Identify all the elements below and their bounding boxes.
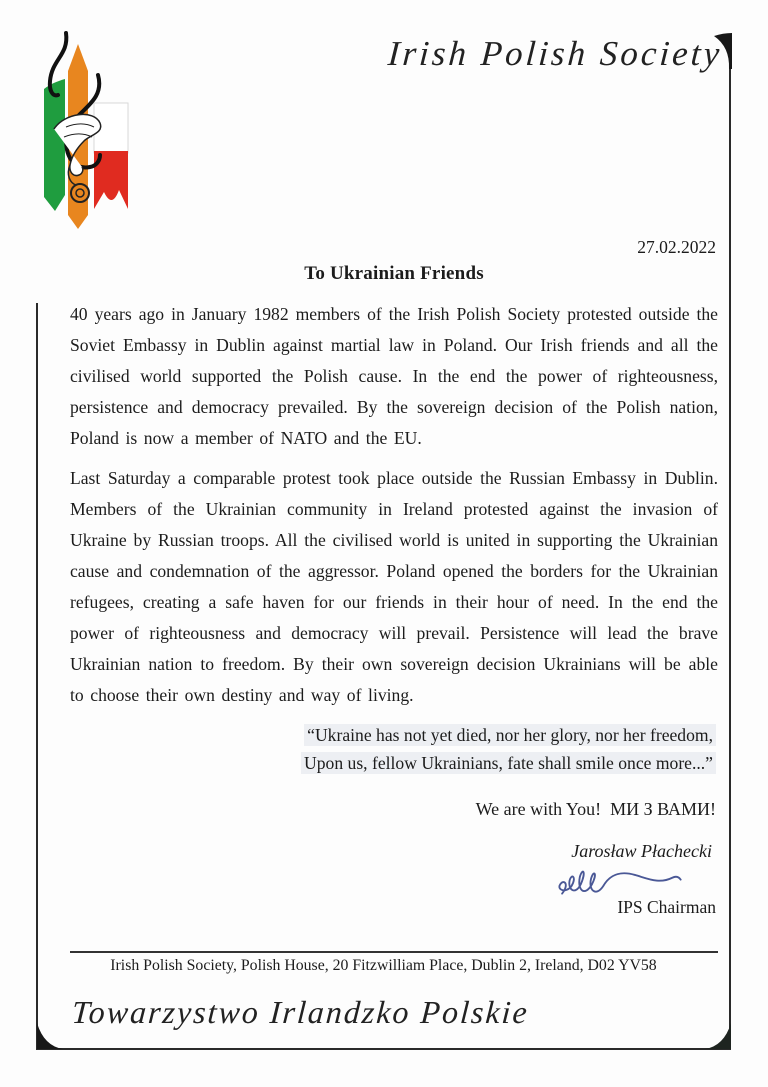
- border-corner-bottom-left: [37, 1023, 63, 1049]
- border-corner-bottom-right: [705, 1023, 731, 1049]
- handwritten-signature-icon: [552, 860, 688, 902]
- quote-line-1: “Ukraine has not yet died, nor her glory, nor her freedom,: [304, 724, 716, 746]
- society-name-script: Irish Polish Society: [386, 34, 724, 73]
- signatory-name: Jarosław Płachecki: [571, 841, 712, 861]
- page-border-right: [729, 34, 731, 1050]
- anthem-quote: [70, 722, 716, 777]
- footer-divider: [70, 951, 718, 953]
- society-name-polish-script: Towarzystwo Irlandzko Polskie: [70, 994, 531, 1030]
- solidarity-line: We are with You! МИ З ВАМИ!: [475, 799, 716, 819]
- page-border-left: [36, 303, 38, 1050]
- page-border-bottom: [37, 1048, 731, 1050]
- letter-date: 27.02.2022: [637, 237, 716, 257]
- irish-polish-society-crest-icon: [36, 26, 136, 238]
- signatory-title: IPS Chairman: [617, 897, 716, 917]
- footer-address: Irish Polish Society, Polish House, 20 Fitzwilliam Place, Dublin 2, Ireland, D02 YV58: [110, 957, 657, 974]
- paragraph-2: Last Saturday a comparable protest took place outside the Russian Embassy in Dublin. Members of the Ukrainian community in Ireland protested against the invasion of Ukraine by Russian troops. All the civilised world is united in supporting the Ukrainian cause and condemnation of the aggressor. Poland opened the borders for the Ukrainian refugees, creating a safe haven for our friends in their hour of need. In the end the power of righteousness and democracy will prevail. Persistence will lead the brave Ukrainian nation to freedom. By their own sovereign decision Ukrainians will be able to choose their own destiny and way of living.: [70, 468, 718, 705]
- quote-line-2: Upon us, fellow Ukrainians, fate shall smile once more...”: [301, 752, 716, 774]
- paragraph-1: 40 years ago in January 1982 members of the Irish Polish Society protested outside the Soviet Embassy in Dublin against martial law in Poland. Our Irish friends and all the civilised world supported the Polish cause. In the end the power of righteousness, persistence and democracy prevailed. By the sovereign decision of the Polish nation, Poland is now a member of NATO and the EU.: [70, 304, 718, 448]
- letter-title: To Ukrainian Friends: [304, 263, 484, 284]
